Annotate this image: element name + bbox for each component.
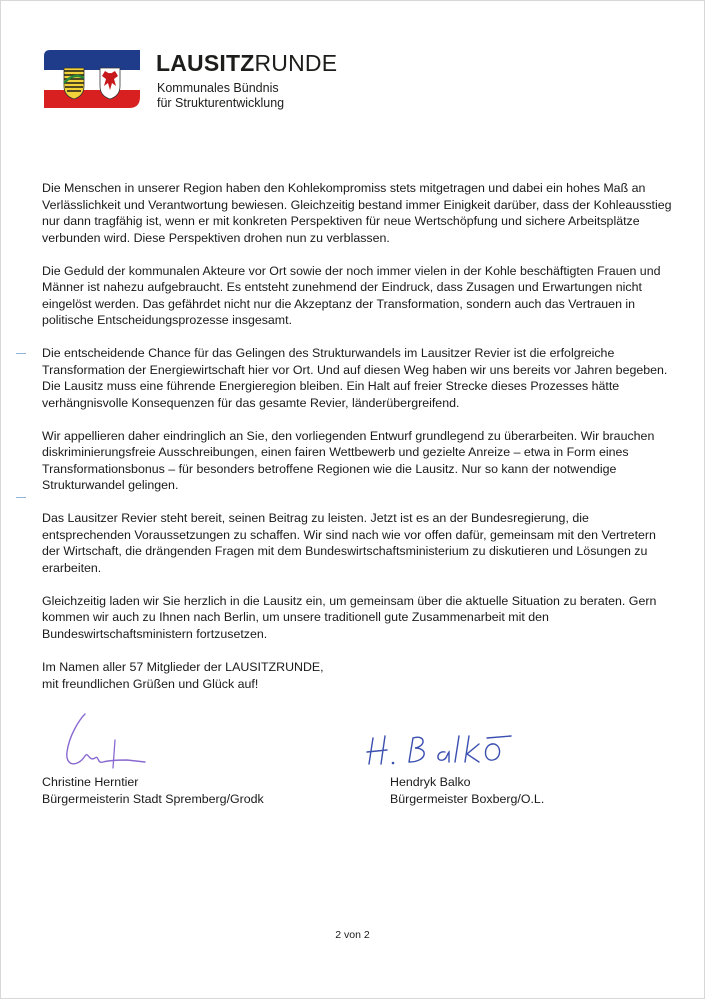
signer-name: Hendryk Balko (390, 775, 471, 789)
signer-role: Bürgermeister Boxberg/O.L. (390, 791, 545, 806)
signature-right-icon (363, 730, 523, 770)
letter-paragraph: Das Lausitzer Revier steht bereit, seinen Beitrag zu leisten. Jetzt ist es an der Bundesregierung, die entsprechenden Voraussetzungen zu schaffen. Wir sind nach wie vor offen dafür, gemeinsam mit den Vertretern der Wirtschaft, die drängenden Fragen mit dem Bundeswirtschaftsministerium zu diskutieren und Lösungen zu erarbeiten. (42, 511, 656, 575)
letter-paragraph: Die Menschen in unserer Region haben den Kohlekompromiss stets mitgetragen und dabei ein hohes Maß an Verlässlichkeit und Verantwortung bewiesen. Gleichzeitig bestand immer Einigkeit darüber, dass der Kohleausstieg nur dann tragfähig ist, wenn er mit konkreten Perspektiven für neue Wertschöpfung und sichere Arbeitsplätze verbunden wird. Diese Perspektiven drohen nun zu verblassen. (42, 181, 672, 245)
saxony-shield-icon (64, 68, 84, 99)
fold-mark (16, 353, 26, 354)
letter-body (42, 180, 672, 659)
signature-left-icon (55, 706, 165, 776)
signer-left (42, 774, 264, 807)
signer-right (390, 774, 544, 807)
brand-title (156, 50, 337, 77)
brandenburg-shield-icon (100, 68, 120, 99)
brand-subtitle-line1: Kommunales Bündnis (157, 81, 279, 95)
closing-line: mit freundlichen Grüßen und Glück auf! (42, 676, 259, 691)
letter-closing (42, 659, 324, 692)
lausitzrunde-logo-icon (44, 50, 140, 108)
brand-title-light: RUNDE (254, 50, 338, 76)
brand-subtitle-line2: für Strukturentwicklung (157, 96, 285, 110)
page-number: 2 von 2 (335, 929, 370, 941)
letter-paragraph: Wir appellieren daher eindringlich an Sie, den vorliegenden Entwurf grundlegend zu überarbeiten. Wir brauchen diskriminierungsfreie Ausschreibungen, einen fairen Wettbewerb und gezielte Anreize – etwa in Form eines Transformationsbonus – für besonders betroffene Regionen wie die Lausitz. Nur so kann der notwendige Strukturwandel gelingen. (42, 428, 655, 492)
brand-title-bold: LAUSITZ (156, 50, 255, 76)
letter-paragraph: Die Geduld der kommunalen Akteure vor Ort sowie der noch immer vielen in der Kohle beschäftigten Frauen und Männer ist nahezu aufgebraucht. Es entsteht zunehmend der Eindruck, dass Zusagen und Erwartungen nicht eingelöst werden. Das gefährdet nicht nur die Akzeptanz der Transformation, sondern auch das Vertrauen in politische Entscheidungsprozesse insgesamt. (42, 263, 661, 327)
fold-mark (16, 497, 26, 498)
signer-role: Bürgermeisterin Stadt Spremberg/Grodk (42, 791, 264, 806)
closing-line: Im Namen aller 57 Mitglieder der LAUSITZRUNDE, (42, 660, 324, 674)
letter-paragraph: Die entscheidende Chance für das Gelingen des Strukturwandels im Lausitzer Revier ist die erfolgreiche Transformation der Energiewirtschaft hier vor Ort. Und auf diesen Weg haben wir uns bereits vor Jahren begeben. Die Lausitz muss eine führende Energieregion bleiben. Ein Halt auf freier Strecke dieses Prozesses hätte verhängnisvolle Konsequenzen für das gesamte Revier, länderübergreifend. (42, 346, 668, 410)
letter-paragraph: Gleichzeitig laden wir Sie herzlich in die Lausitz ein, um gemeinsam über die aktuelle Situation zu beraten. Gern kommen wir auch zu Ihnen nach Berlin, um unsere traditionell gute Zusammenarbeit mit den Bundeswirtschaftsministern fortzusetzen. (42, 593, 657, 641)
signer-name: Christine Herntier (42, 775, 139, 789)
